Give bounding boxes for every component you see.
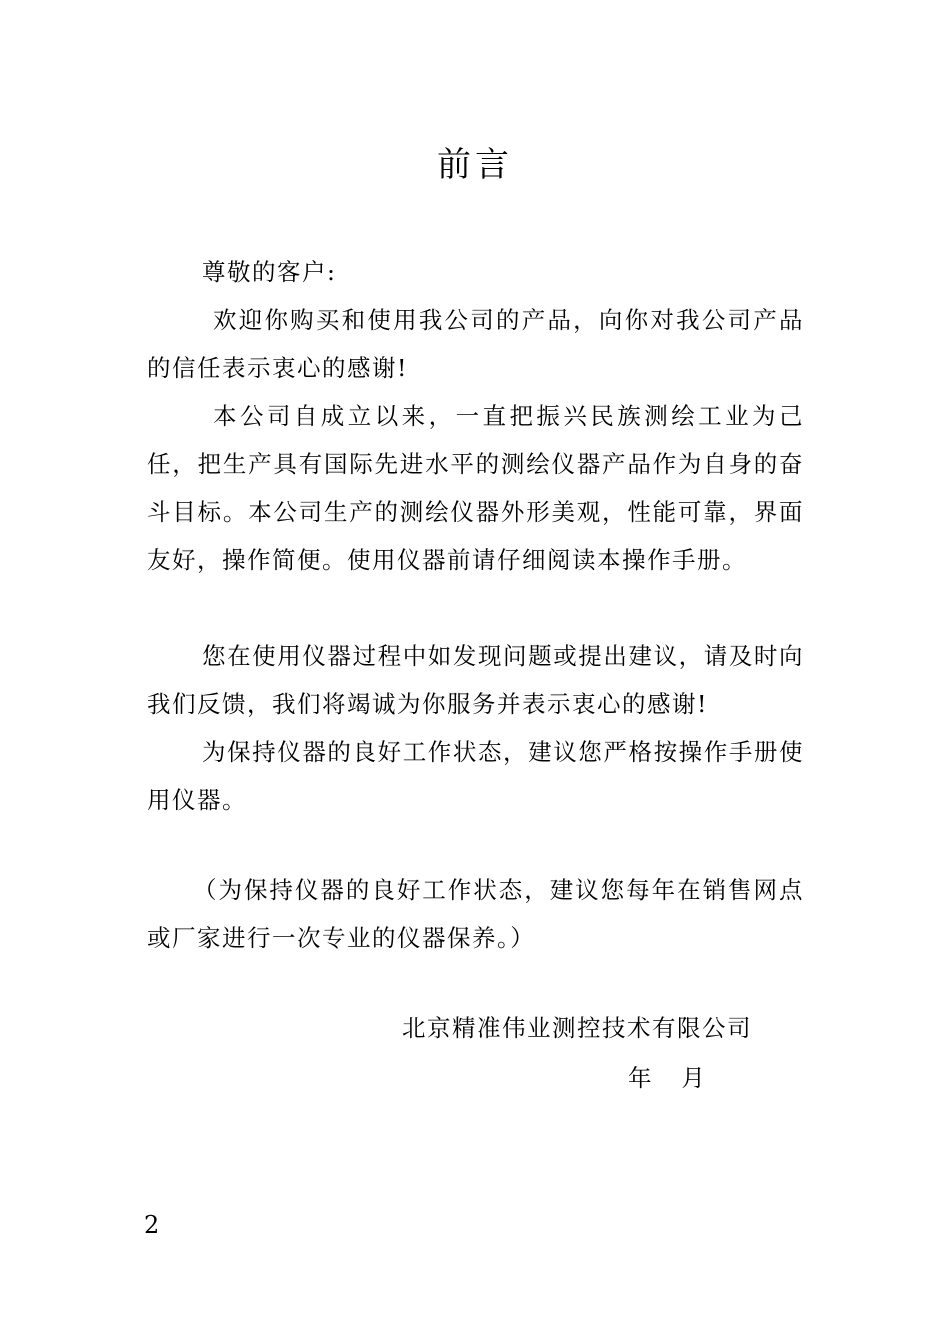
paragraph-company-intro: 本公司自成立以来，一直把振兴民族测绘工业为己任，把生产具有国际先进水平的测绘仪器产品作为自身的奋斗目标。本公司生产的测绘仪器外形美观，性能可靠，界面友好，操作简便。使用仪器前请仔细阅读本操作手册。	[147, 402, 804, 574]
paragraph-feedback: 您在使用仪器过程中如发现问题或提出建议，请及时向我们反馈，我们将竭诚为你服务并表示衷心的感谢!	[147, 642, 804, 718]
greeting: 尊敬的客户:	[202, 258, 337, 286]
date-line: 年 月	[628, 1064, 705, 1092]
maintenance-note: （为保持仪器的良好工作状态，建议您每年在销售网点或厂家进行一次专业的仪器保养。）	[147, 876, 804, 952]
page-number: 2	[144, 1211, 160, 1239]
paragraph-welcome: 欢迎你购买和使用我公司的产品，向你对我公司产品的信任表示衷心的感谢!	[147, 306, 804, 382]
page-title: 前言	[437, 145, 513, 185]
company-signature: 北京精准伟业测控技术有限公司	[402, 1014, 752, 1042]
paragraph-usage-advice: 为保持仪器的良好工作状态，建议您严格按操作手册使用仪器。	[147, 738, 804, 814]
